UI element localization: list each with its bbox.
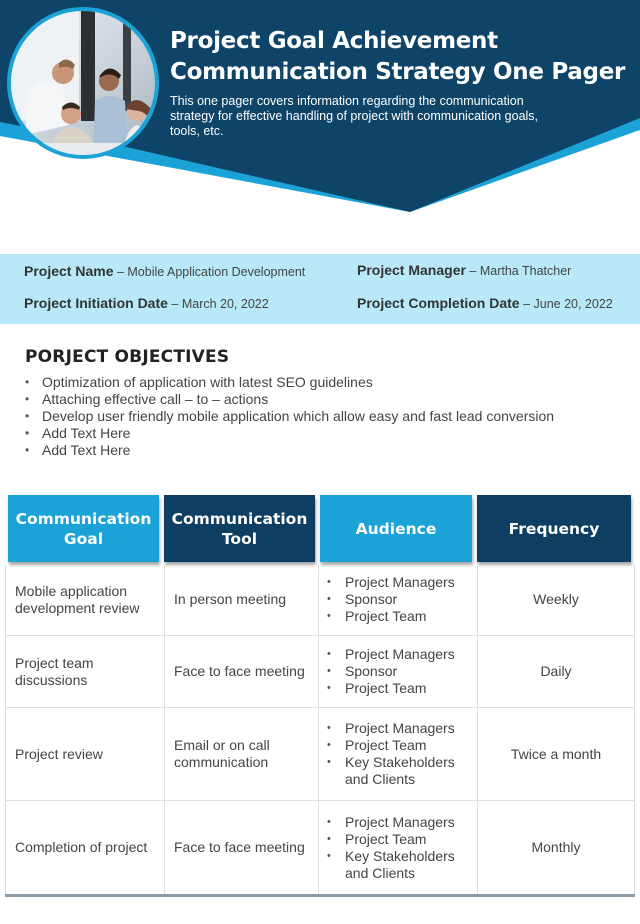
audience-item: • Project Managers: [327, 574, 455, 591]
page-title: [170, 26, 640, 88]
cell-text: Face to face meeting: [174, 663, 305, 679]
header-communication-goal: [8, 495, 159, 562]
initiation-date-label: Project Initiation Date: [24, 295, 168, 311]
cell-goal: [5, 636, 164, 707]
audience-item: • Project Managers: [327, 720, 468, 737]
cell-text: Face to face meeting: [174, 839, 305, 855]
header-audience: [320, 495, 472, 562]
table-row: [5, 708, 635, 801]
objective-item: • Add Text Here: [25, 442, 625, 459]
table-row: [5, 564, 635, 636]
project-manager-separator: –: [465, 264, 480, 278]
project-name-value: Mobile Application Development: [127, 265, 306, 279]
cell-text: In person meeting: [174, 591, 287, 607]
table-row: [5, 801, 635, 894]
objective-item: • Develop user friendly mobile application which allow easy and fast lead conversion: [25, 408, 625, 425]
objective-item: • Add Text Here: [25, 425, 625, 442]
table-row: [5, 636, 635, 708]
table-body: [5, 564, 635, 897]
initiation-date-separator: –: [167, 297, 182, 311]
cell-text: Mobile application: [15, 582, 128, 599]
objectives-heading: PORJECT OBJECTIVES: [25, 347, 230, 367]
cell-text: Project review: [15, 745, 103, 762]
audience-item: • Project Team: [327, 680, 455, 697]
page-subtitle: This one pager covers information regarding the communication strategy for effective handling of project with communication goals, tools, etc.: [170, 94, 539, 138]
cell-goal: [5, 708, 164, 800]
project-manager-value: Martha Thatcher: [479, 264, 572, 278]
cell-audience: [318, 801, 477, 894]
completion-date-field: [357, 295, 613, 311]
table-header-row: [8, 495, 635, 565]
completion-date-label: Project Completion Date: [357, 295, 520, 311]
completion-date-value: June 20, 2022: [533, 297, 613, 311]
cell-audience: [318, 708, 477, 800]
audience-item: • Key Stakeholders and Clients: [327, 754, 468, 788]
objectives-section: [25, 347, 625, 459]
audience-item: • Sponsor: [327, 663, 455, 680]
audience-item: • Project Team: [327, 737, 468, 754]
header-text: Audience: [355, 519, 437, 538]
audience-item: • Project Team: [327, 608, 455, 625]
completion-date-separator: –: [519, 297, 534, 311]
objectives-list: [25, 374, 625, 459]
cell-goal: [5, 564, 164, 635]
team-photo-illustration: [11, 11, 159, 159]
cell-tool: [164, 636, 318, 707]
cell-frequency: Weekly: [477, 564, 635, 635]
objective-item: • Attaching effective call – to – actions: [25, 391, 625, 408]
audience-item: • Sponsor: [327, 591, 455, 608]
cell-text: discussions: [15, 671, 88, 688]
audience-item: • Project Team: [327, 831, 468, 848]
objective-item: • Optimization of application with latest SEO guidelines: [25, 374, 625, 391]
audience-item: • Key Stakeholders and Clients: [327, 848, 468, 882]
cell-text: Completion of project: [15, 839, 148, 855]
cell-audience: [318, 636, 477, 707]
title-line-1: Project Goal Achievement: [170, 28, 498, 54]
header-communication-tool: [164, 495, 315, 562]
initiation-date-field: [24, 295, 269, 311]
audience-item: • Project Managers: [327, 646, 455, 663]
header-text: Communication: [15, 509, 152, 528]
title-line-2: Communication Strategy One Pager: [170, 59, 626, 85]
cell-audience: [318, 564, 477, 635]
audience-item: • Project Managers: [327, 814, 468, 831]
cell-frequency: Monthly: [477, 801, 635, 894]
cell-frequency: Daily: [477, 636, 635, 707]
cell-text: Email or on call: [174, 737, 270, 753]
project-info-band: [0, 254, 640, 324]
cell-text: development review: [15, 599, 140, 616]
team-photo: [7, 7, 159, 159]
project-manager-label: Project Manager: [357, 262, 466, 278]
header-text: Tool: [221, 529, 258, 548]
project-name-field: [24, 263, 305, 279]
header-frequency: [477, 495, 631, 562]
project-manager-field: [357, 262, 571, 278]
cell-goal: [5, 801, 164, 894]
cell-text: communication: [174, 754, 269, 770]
communication-table: [5, 495, 635, 897]
header-banner: [0, 0, 640, 230]
project-name-separator: –: [113, 265, 128, 279]
initiation-date-value: March 20, 2022: [181, 297, 269, 311]
cell-tool: [164, 564, 318, 635]
project-name-label: Project Name: [24, 263, 114, 279]
cell-tool: [164, 708, 318, 800]
header-text: Goal: [63, 529, 104, 548]
cell-tool: [164, 801, 318, 894]
cell-frequency: Twice a month: [477, 708, 635, 800]
header-text: Communication: [171, 509, 308, 528]
header-text: Frequency: [508, 519, 600, 538]
cell-text: Project team: [15, 654, 94, 671]
